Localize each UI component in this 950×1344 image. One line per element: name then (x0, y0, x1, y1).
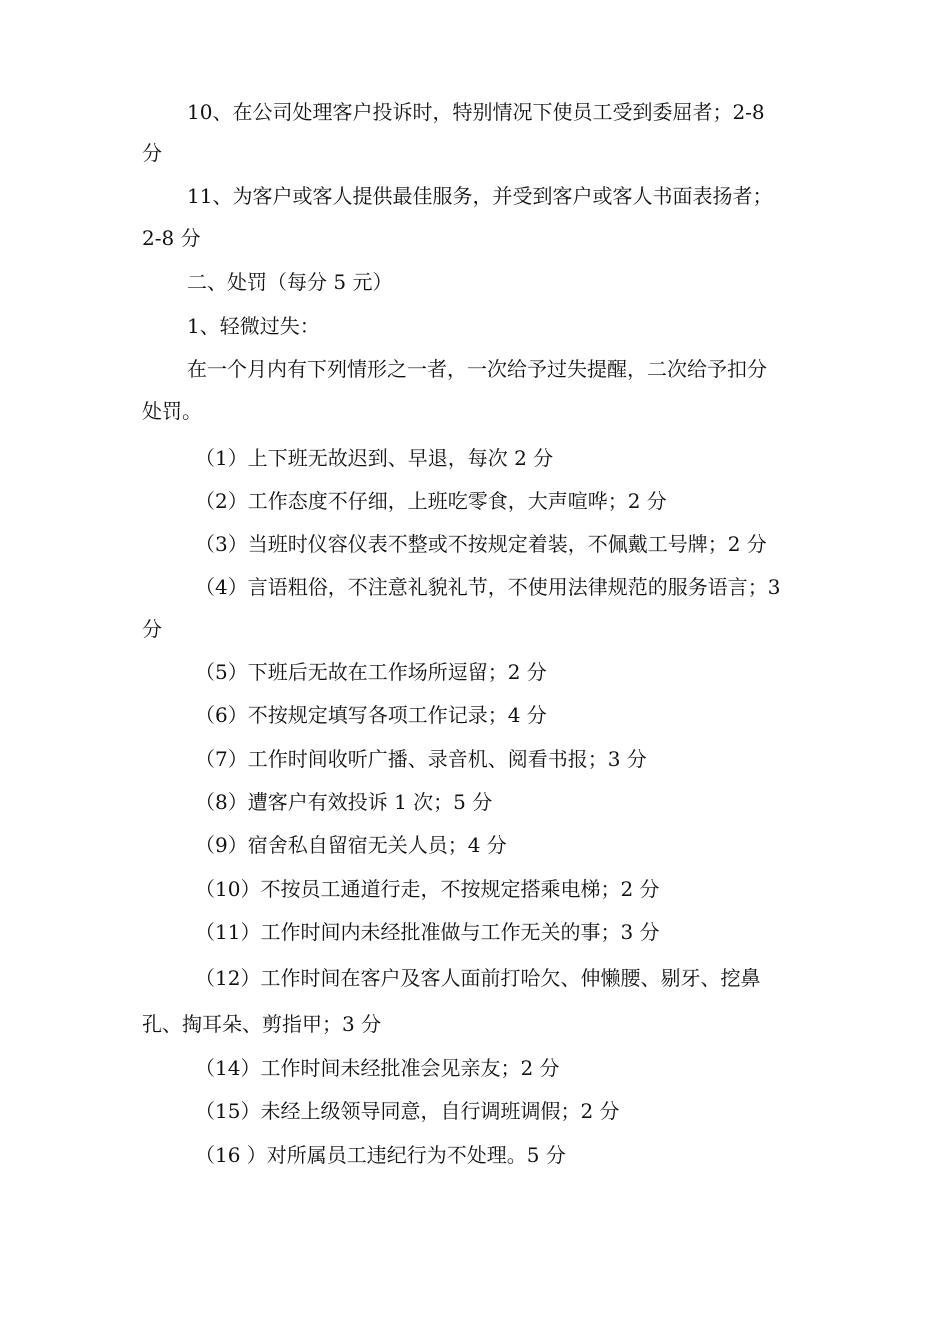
text-line: 2-8 分 (142, 226, 201, 250)
list-item: （2）工作态度不仔细，上班吃零食，大声喧哗；2 分 (195, 489, 667, 513)
section-heading: 二、处罚（每分 5 元） (187, 270, 393, 294)
list-item-continuation: 孔、掏耳朵、剪指甲；3 分 (142, 1012, 382, 1036)
list-item: （14）工作时间未经批准会见亲友；2 分 (195, 1056, 560, 1080)
list-item: （6）不按规定填写各项工作记录；4 分 (195, 703, 547, 727)
list-item-continuation: 分 (142, 617, 162, 641)
list-item: （12）工作时间在客户及客人面前打哈欠、伸懒腰、剔牙、挖鼻 (195, 966, 761, 990)
list-item: （15）未经上级领导同意，自行调班调假；2 分 (195, 1099, 620, 1123)
text-line: 分 (142, 141, 162, 165)
text-line: 处罚。 (142, 399, 202, 423)
text-line: 在一个月内有下列情形之一者，一次给予过失提醒，二次给予扣分 (187, 357, 767, 381)
subsection-heading: 1、轻微过失： (187, 314, 320, 338)
list-item: （1）上下班无故迟到、早退，每次 2 分 (195, 446, 554, 470)
list-item: （4）言语粗俗，不注意礼貌礼节，不使用法律规范的服务语言；3 (195, 575, 781, 599)
list-item: （11）工作时间内未经批准做与工作无关的事；3 分 (195, 920, 660, 944)
list-item: （3）当班时仪容仪表不整或不按规定着装，不佩戴工号牌；2 分 (195, 532, 767, 556)
list-item: （8）遭客户有效投诉 1 次；5 分 (195, 790, 493, 814)
text-line: 11、为客户或客人提供最佳服务，并受到客户或客人书面表扬者； (187, 184, 773, 208)
text-line: 10、在公司处理客户投诉时，特别情况下使员工受到委屈者；2-8 (187, 100, 765, 124)
list-item: （16 ）对所属员工违纪行为不处理。5 分 (195, 1143, 566, 1167)
list-item: （7）工作时间收听广播、录音机、阅看书报；3 分 (195, 747, 647, 771)
list-item: （9）宿舍私自留宿无关人员；4 分 (195, 833, 507, 857)
list-item: （5）下班后无故在工作场所逗留；2 分 (195, 660, 547, 684)
list-item: （10）不按员工通道行走，不按规定搭乘电梯；2 分 (195, 877, 660, 901)
